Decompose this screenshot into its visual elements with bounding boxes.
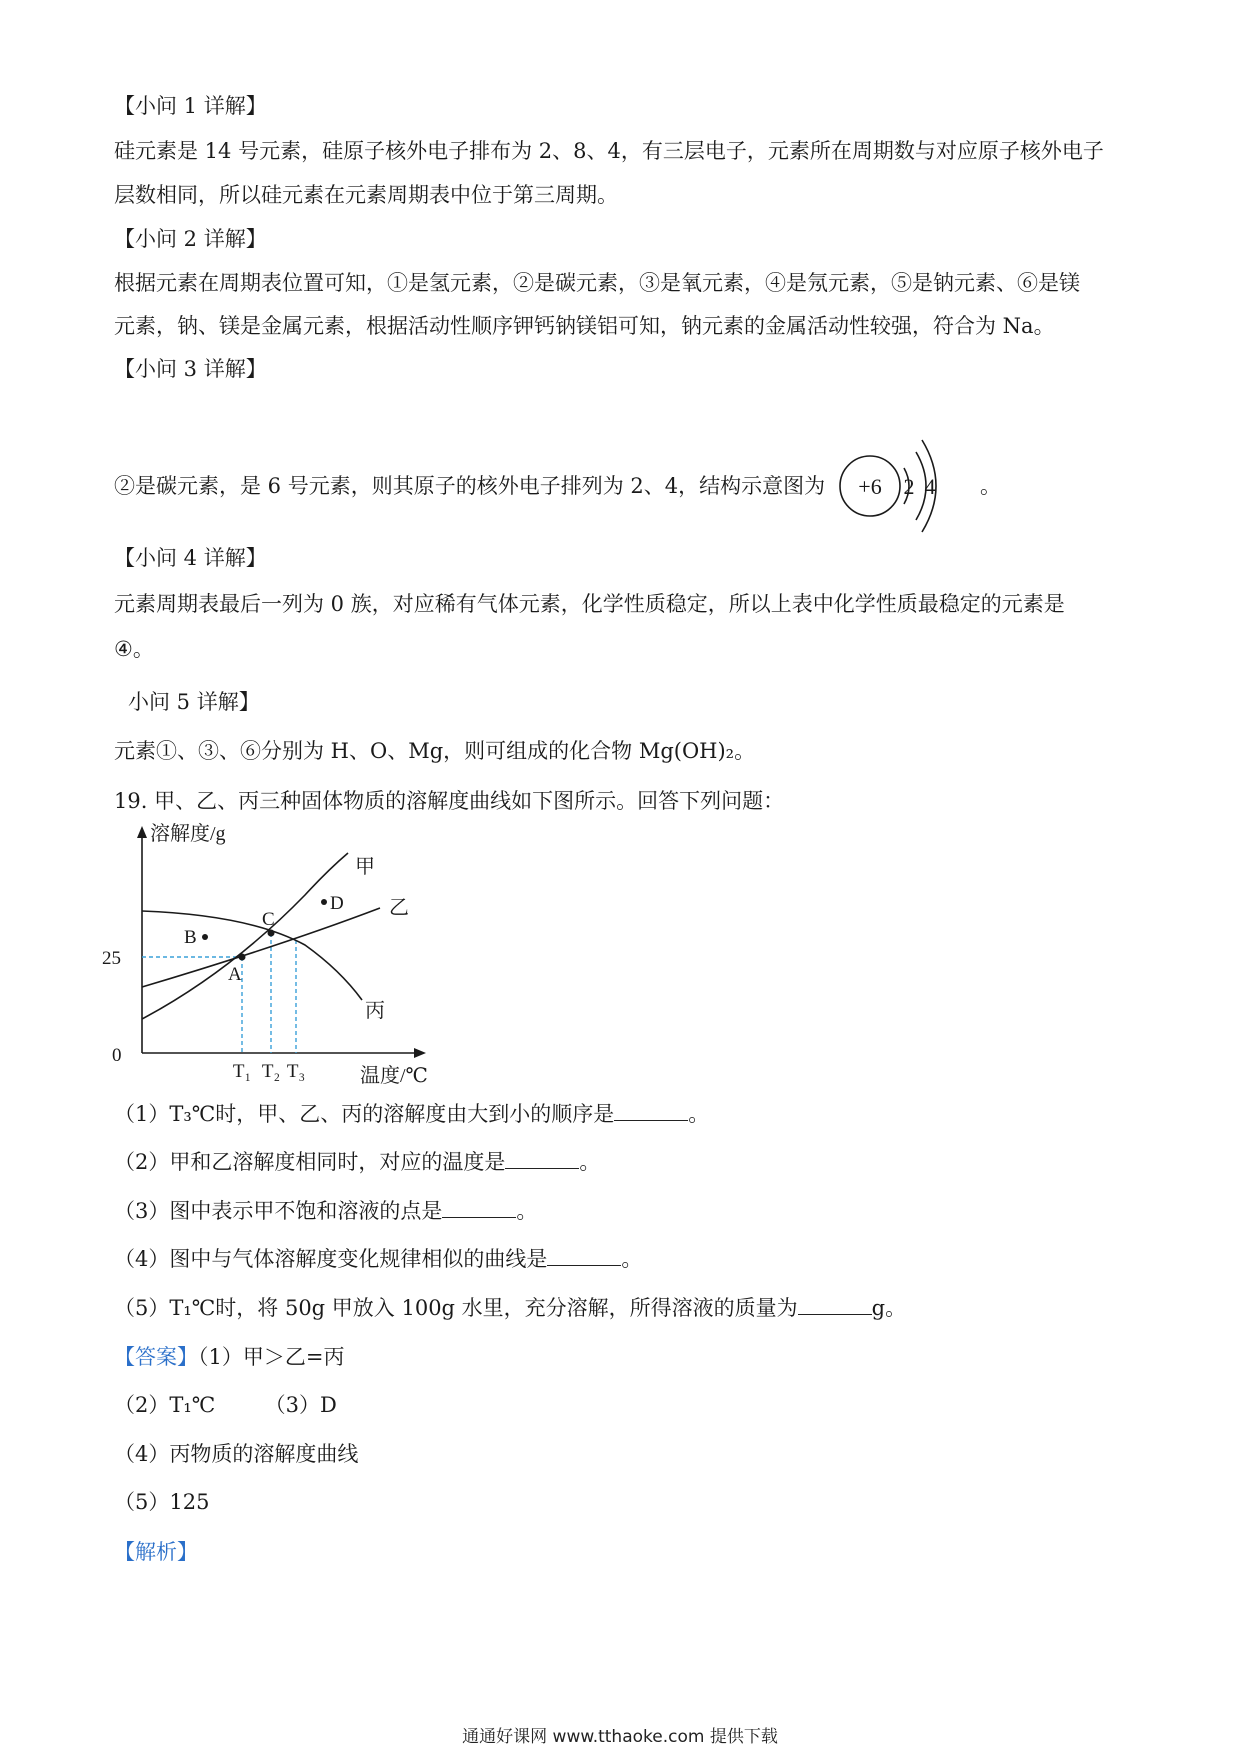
series-label-yi: 乙 xyxy=(389,897,409,919)
q3-header: 【小问 3 详解】 xyxy=(114,357,267,381)
q2-text-line2: 元素，钠、镁是金属元素，根据活动性顺序钾钙钠镁铝可知，钠元素的金属活动性较强，符合为 Na。 xyxy=(114,314,1055,338)
x-tick-label-3: T₃ xyxy=(286,1061,306,1082)
carbon-atom-diagram xyxy=(838,432,958,542)
series-label-jia: 甲 xyxy=(355,856,375,878)
point-b-dot xyxy=(202,934,208,940)
nucleus-label: +6 xyxy=(858,474,882,499)
q19-sub2-blank xyxy=(505,1150,579,1169)
x-tick-label-2: T₂ xyxy=(261,1061,281,1082)
q5-header: 小问 5 详解】 xyxy=(128,690,260,714)
q4-header: 【小问 4 详解】 xyxy=(114,546,267,570)
point-a-dot xyxy=(239,954,246,961)
q19-sub3-blank xyxy=(442,1199,516,1218)
answer-line1 xyxy=(114,1343,344,1371)
answer-a1: （1）甲＞乙=丙 xyxy=(198,1345,345,1369)
q4-text-line2: ④。 xyxy=(114,637,154,661)
footer: 通通好课网 www.tthaoke.com 提供下载 xyxy=(462,1727,778,1747)
q3-text-after: 。 xyxy=(980,474,1001,498)
answer-line2 xyxy=(114,1391,337,1419)
q19-sub4-text: （4）图中与气体溶解度变化规律相似的曲线是 xyxy=(114,1247,548,1271)
point-d-label: D xyxy=(330,893,344,914)
q19-sub5-text: （5）T₁℃时，将 50g 甲放入 100g 水里，充分溶解，所得溶液的质量为 xyxy=(114,1296,798,1320)
answer-a3: （3）D xyxy=(264,1393,337,1417)
q19-sub4-blank xyxy=(547,1247,621,1266)
q19-sub2-text: （2）甲和乙溶解度相同时，对应的温度是 xyxy=(114,1150,506,1174)
point-a-label: A xyxy=(228,964,242,985)
q1-text-line1: 硅元素是 14 号元素，硅原子核外电子排布为 2、8、4，有三层电子，元素所在周期数与对应原子核外电子 xyxy=(114,139,1104,163)
answer-a2: （2）T₁℃ xyxy=(114,1393,216,1417)
x-tick-label-1: T₁ xyxy=(232,1061,252,1082)
origin-label: 0 xyxy=(112,1045,122,1066)
curve-jia xyxy=(142,853,348,1019)
point-b-label: B xyxy=(184,927,197,948)
q19-stem: 19. 甲、乙、丙三种固体物质的溶解度曲线如下图所示。回答下列问题： xyxy=(114,789,785,813)
answer-a4: （4）丙物质的溶解度曲线 xyxy=(114,1442,359,1466)
q19-sub1-end: 。 xyxy=(688,1102,710,1126)
q5-text-line1: 元素①、③、⑥分别为 H、O、Mg，则可组成的化合物 Mg(OH)₂。 xyxy=(114,739,756,763)
point-c-label: C xyxy=(262,909,275,930)
x-axis-label: 温度/℃ xyxy=(360,1065,428,1087)
q1-text-line2: 层数相同，所以硅元素在元素周期表中位于第三周期。 xyxy=(114,183,618,207)
solubility-chart xyxy=(100,820,460,1090)
curve-bing xyxy=(142,911,362,1000)
q19-sub3-text: （3）图中表示甲不饱和溶液的点是 xyxy=(114,1199,443,1223)
point-c-dot xyxy=(268,930,275,937)
q19-sub4 xyxy=(114,1245,642,1273)
q19-sub2 xyxy=(114,1148,600,1176)
q3-text-before: ②是碳元素，是 6 号元素，则其原子的核外电子排列为 2、4，结构示意图为 xyxy=(114,474,826,498)
q19-sub3 xyxy=(114,1197,537,1225)
q19-sub4-end: 。 xyxy=(621,1247,643,1271)
series-label-bing: 丙 xyxy=(365,1000,385,1022)
q19-sub5 xyxy=(114,1294,906,1322)
q2-header: 【小问 2 详解】 xyxy=(114,227,267,251)
y-axis-label: 溶解度/g xyxy=(150,823,226,845)
q19-sub3-end: 。 xyxy=(516,1199,538,1223)
q19-sub1-blank xyxy=(614,1102,688,1121)
answer-label: 【答案】 xyxy=(114,1345,198,1369)
curve-yi xyxy=(142,908,380,987)
q19-sub2-end: 。 xyxy=(579,1150,601,1174)
q4-text-line1: 元素周期表最后一列为 0 族，对应稀有气体元素，化学性质稳定，所以上表中化学性质最稳定的元素是 xyxy=(114,592,1065,616)
q19-sub1 xyxy=(114,1100,709,1128)
q3-text xyxy=(114,472,825,500)
q19-sub5-end: g。 xyxy=(871,1296,907,1320)
q19-sub1-text: （1）T₃℃时，甲、乙、丙的溶解度由大到小的顺序是 xyxy=(114,1102,615,1126)
answer-a5: （5）125 xyxy=(114,1490,210,1514)
shell2-electrons: 4 xyxy=(924,474,936,499)
q2-text-line1: 根据元素在周期表位置可知，①是氢元素，②是碳元素，③是氧元素，④是氖元素，⑤是钠元素、⑥是镁 xyxy=(114,271,1080,295)
y-tick-label: 25 xyxy=(102,948,121,969)
q19-sub5-blank xyxy=(798,1296,872,1315)
shell1-electrons: 2 xyxy=(903,474,915,499)
point-d-dot xyxy=(321,899,327,905)
analysis-label: 【解析】 xyxy=(114,1540,198,1564)
x-axis-arrow xyxy=(414,1048,426,1058)
q1-header: 【小问 1 详解】 xyxy=(114,94,267,118)
y-axis-arrow xyxy=(137,826,147,838)
